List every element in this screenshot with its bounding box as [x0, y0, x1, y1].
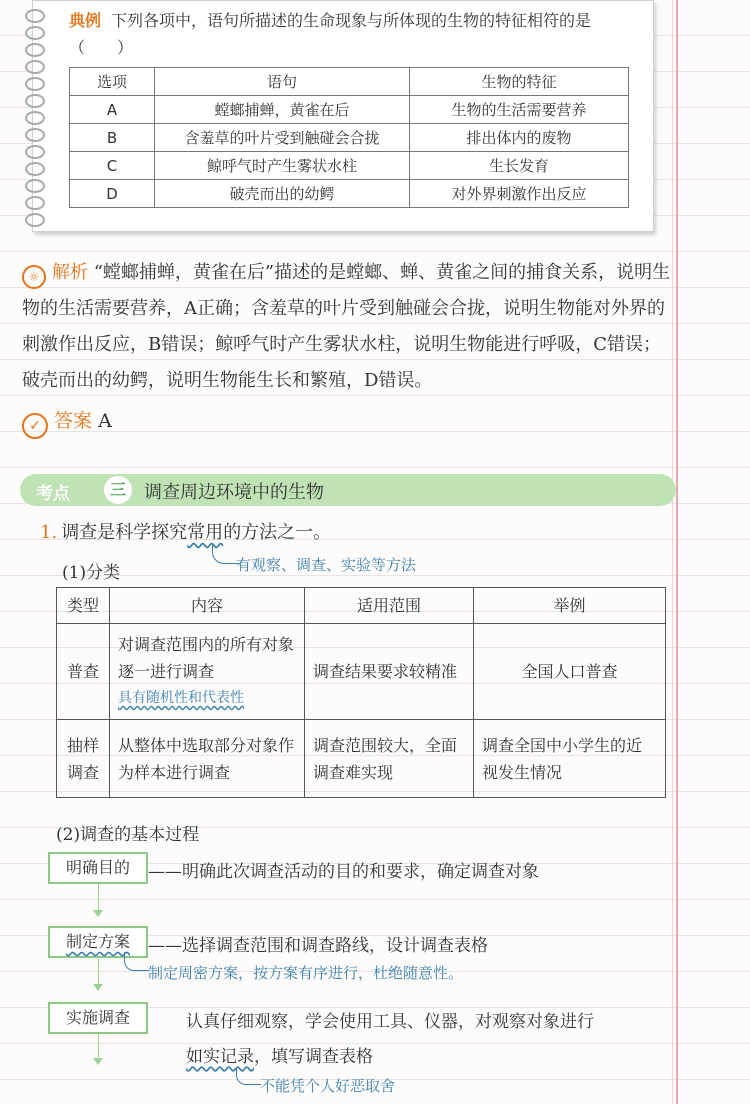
spiral-ring — [25, 162, 45, 176]
spiral-ring — [25, 26, 45, 40]
feature-cell: 对外界刺激作出反应 — [410, 180, 629, 208]
point-1 — [40, 518, 331, 544]
option-cell: A — [70, 96, 155, 124]
section-title: 调查周边环境中的生物 — [144, 482, 324, 503]
step-text-rest: ，填写调查表格 — [254, 1047, 373, 1067]
header-cell: 适用范围 — [305, 588, 474, 624]
checkmark-icon: ✓ — [22, 413, 48, 439]
table-row — [57, 720, 666, 798]
content-cell: 从整体中选取部分对象作为样本进行调查 — [110, 720, 305, 798]
spiral-ring — [25, 179, 45, 193]
flow-line — [98, 884, 99, 912]
lightbulb-icon: ☼ — [22, 265, 46, 289]
content-cell — [110, 624, 305, 720]
flow-line — [98, 1034, 99, 1060]
point-text-after: 的方法之一。 — [223, 522, 332, 543]
spiral-ring — [25, 77, 45, 91]
type-cell: 抽样调查 — [57, 720, 110, 798]
example-table — [69, 67, 629, 208]
step-box: 实施调查 — [48, 1002, 148, 1034]
header-cell: 举例 — [474, 588, 666, 624]
table-row — [70, 180, 629, 208]
example-tag: 典例 — [69, 11, 102, 30]
annotation-note: 制定周密方案，按方案有序进行，杜绝随意性。 — [148, 964, 464, 982]
arrow-down-icon — [93, 1058, 103, 1065]
spiral-ring — [25, 128, 45, 142]
feature-cell: 排出体内的废物 — [410, 124, 629, 152]
section-banner — [20, 474, 676, 506]
annotation-arrow — [236, 1068, 261, 1085]
answer-label: 答案 — [54, 410, 93, 432]
subheading-classify: (1)分类 — [62, 563, 121, 583]
analysis-text: “螳螂捕蝉，黄雀在后”描述的是螳螂、蝉、黄雀之间的捕食关系，说明生物的生活需要营养，A正确；含羞草的叶片受到触碰会合拢，说明生物能对外界的刺激作出反应，B错误；鲸呼气时产生雾状水柱，说明生物能进行呼吸，C错误；破壳而出的幼鳄，说明生物能生长和繁殖，D错误。 — [22, 262, 671, 391]
example-card — [32, 0, 654, 232]
point-text-before: 调查是科学探究 — [61, 522, 188, 543]
spiral-ring — [25, 213, 45, 227]
answer-value: A — [98, 410, 112, 432]
section-prefix: 考点 — [36, 484, 70, 504]
option-cell: B — [70, 124, 155, 152]
analysis-block — [22, 255, 672, 399]
spiral-ring — [25, 196, 45, 210]
scope-cell: 调查范围较大，全面调查难实现 — [305, 720, 474, 798]
example-question-text: 下列各项中，语句所描述的生命现象与所体现的生物的特征相符的是（ ） — [69, 11, 592, 57]
header-cell: 生物的特征 — [410, 68, 629, 96]
step-text: ——明确此次调查活动的目的和要求，确定调查对象 — [148, 862, 539, 882]
arrow-down-icon — [93, 984, 103, 991]
scope-cell: 调查结果要求较精准 — [305, 624, 474, 720]
example-cell: 全国人口普查 — [474, 624, 666, 720]
header-cell: 类型 — [57, 588, 110, 624]
spiral-ring — [25, 94, 45, 108]
sentence-cell: 鲸呼气时产生雾状水柱 — [155, 152, 410, 180]
point-number: 1. — [40, 522, 58, 543]
point-text-marked: 常用 — [187, 522, 224, 543]
header-cell: 语句 — [155, 68, 410, 96]
margin-line-inner — [672, 0, 673, 1104]
step-text-line1: 认真仔细观察，学会使用工具、仪器，对观察对象进行 — [186, 1012, 594, 1032]
section-number: 三 — [104, 476, 132, 504]
option-cell: C — [70, 152, 155, 180]
annotation-arrow — [124, 952, 149, 971]
content-annotation: 具有随机性和代表性 — [118, 690, 244, 706]
annotation-note: 不能凭个人好恶取舍 — [260, 1077, 396, 1095]
example-question — [69, 7, 639, 61]
step-text-line2 — [186, 1042, 373, 1067]
table-row — [57, 624, 666, 720]
sentence-cell: 含羞草的叶片受到触碰会合拢 — [155, 124, 410, 152]
annotation-arrow — [212, 543, 239, 564]
annotation-note: 有观察、调查、实验等方法 — [236, 556, 417, 574]
header-cell: 选项 — [70, 68, 155, 96]
spiral-ring — [25, 111, 45, 125]
analysis-label: 解析 — [52, 262, 88, 283]
type-cell: 普查 — [57, 624, 110, 720]
sentence-cell: 螳螂捕蝉，黄雀在后 — [155, 96, 410, 124]
spiral-ring — [25, 145, 45, 159]
classify-table — [56, 587, 666, 798]
step-text-marked: 如实记录 — [186, 1047, 254, 1067]
spiral-ring — [25, 43, 45, 57]
subheading-process: (2)调查的基本过程 — [56, 825, 200, 845]
step-box: 明确目的 — [48, 852, 148, 884]
spiral-ring — [25, 60, 45, 74]
step-label: 制定方案 — [65, 932, 130, 951]
header-cell: 内容 — [110, 588, 305, 624]
step-text: ——选择调查范围和调查路线，设计调查表格 — [148, 936, 488, 956]
spiral-ring — [25, 9, 45, 23]
flow-line — [98, 958, 99, 986]
example-cell: 调查全国中小学生的近视发生情况 — [474, 720, 666, 798]
table-header-row — [57, 588, 666, 624]
arrow-down-icon — [93, 910, 103, 917]
table-row — [70, 152, 629, 180]
table-header-row — [70, 68, 629, 96]
table-row — [70, 96, 629, 124]
table-row — [70, 124, 629, 152]
answer-block — [22, 406, 112, 439]
option-cell: D — [70, 180, 155, 208]
feature-cell: 生物的生活需要营养 — [410, 96, 629, 124]
sentence-cell: 破壳而出的幼鳄 — [155, 180, 410, 208]
margin-line — [676, 0, 678, 1104]
feature-cell: 生长发育 — [410, 152, 629, 180]
content-text: 对调查范围内的所有对象逐一进行调查 — [118, 635, 295, 681]
